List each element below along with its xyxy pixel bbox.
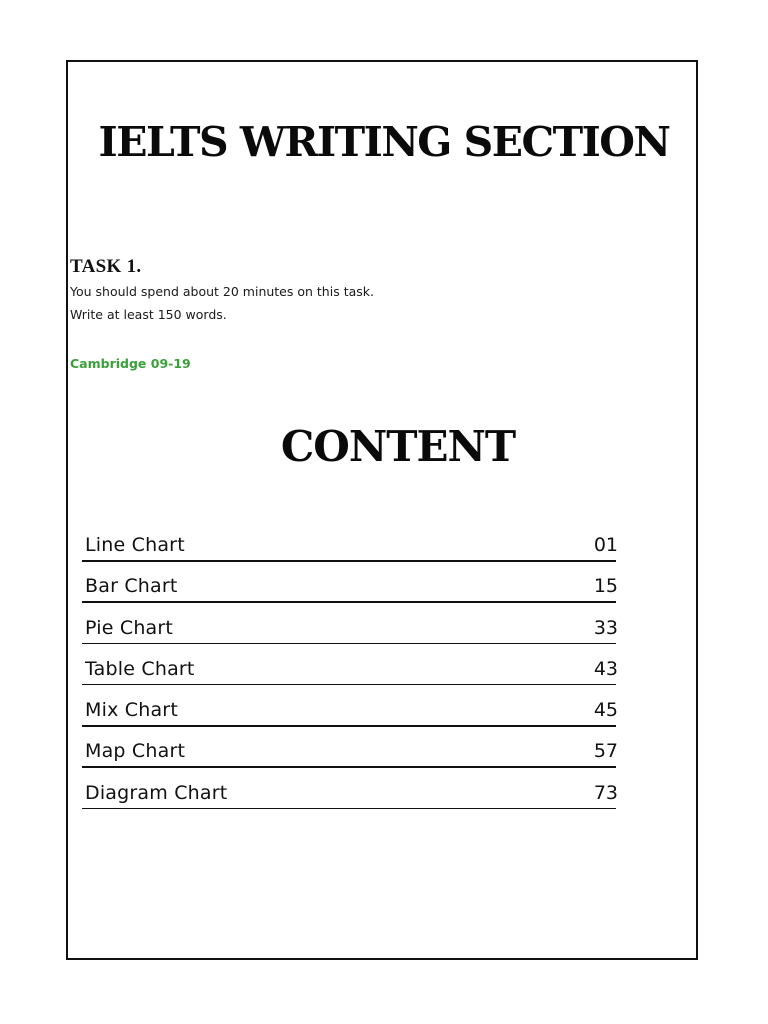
toc-entry-underline (82, 766, 616, 768)
toc-entry-label: Diagram Chart (85, 781, 228, 804)
toc-entry-page-number: 45 (593, 699, 618, 722)
toc-entry-label: Line Chart (85, 534, 185, 556)
toc-entry-underline (82, 643, 616, 645)
toc-entry-page-number: 57 (593, 740, 618, 763)
table-of-contents (82, 530, 618, 819)
toc-entry-underline (82, 560, 616, 562)
toc-entry-bar-chart[interactable] (82, 571, 618, 612)
toc-entry-label: Map Chart (85, 740, 186, 763)
toc-entry-page-number: 43 (593, 657, 618, 680)
toc-entry-underline (82, 725, 616, 727)
toc-entry-page-number: 01 (593, 534, 618, 556)
toc-entry-underline (82, 684, 616, 686)
toc-entry-label: Bar Chart (85, 575, 178, 598)
toc-entry-label: Pie Chart (85, 616, 174, 639)
task-heading: TASK 1. (70, 256, 142, 277)
contents-title: CONTENT (280, 422, 516, 471)
task-instruction-time: You should spend about 20 minutes on this task. (70, 284, 374, 299)
task-instruction-words: Write at least 150 words. (70, 307, 227, 322)
toc-entry-page-number: 73 (593, 781, 618, 804)
toc-entry-underline (82, 808, 616, 810)
toc-entry-map-chart[interactable] (82, 736, 618, 777)
page-title: IELTS WRITING SECTION (98, 118, 670, 166)
toc-entry-page-number: 33 (593, 616, 618, 639)
toc-entry-underline (82, 601, 616, 603)
toc-entry-mix-chart[interactable] (82, 695, 618, 736)
page-frame (66, 60, 698, 960)
toc-entry-label: Table Chart (85, 657, 195, 680)
toc-entry-label: Mix Chart (85, 699, 178, 722)
toc-entry-pie-chart[interactable] (82, 613, 618, 654)
toc-entry-diagram-chart[interactable] (82, 778, 618, 819)
source-label: Cambridge 09-19 (70, 356, 191, 371)
toc-entry-line-chart[interactable] (82, 530, 618, 571)
toc-entry-table-chart[interactable] (82, 654, 618, 695)
toc-entry-page-number: 15 (593, 575, 618, 598)
